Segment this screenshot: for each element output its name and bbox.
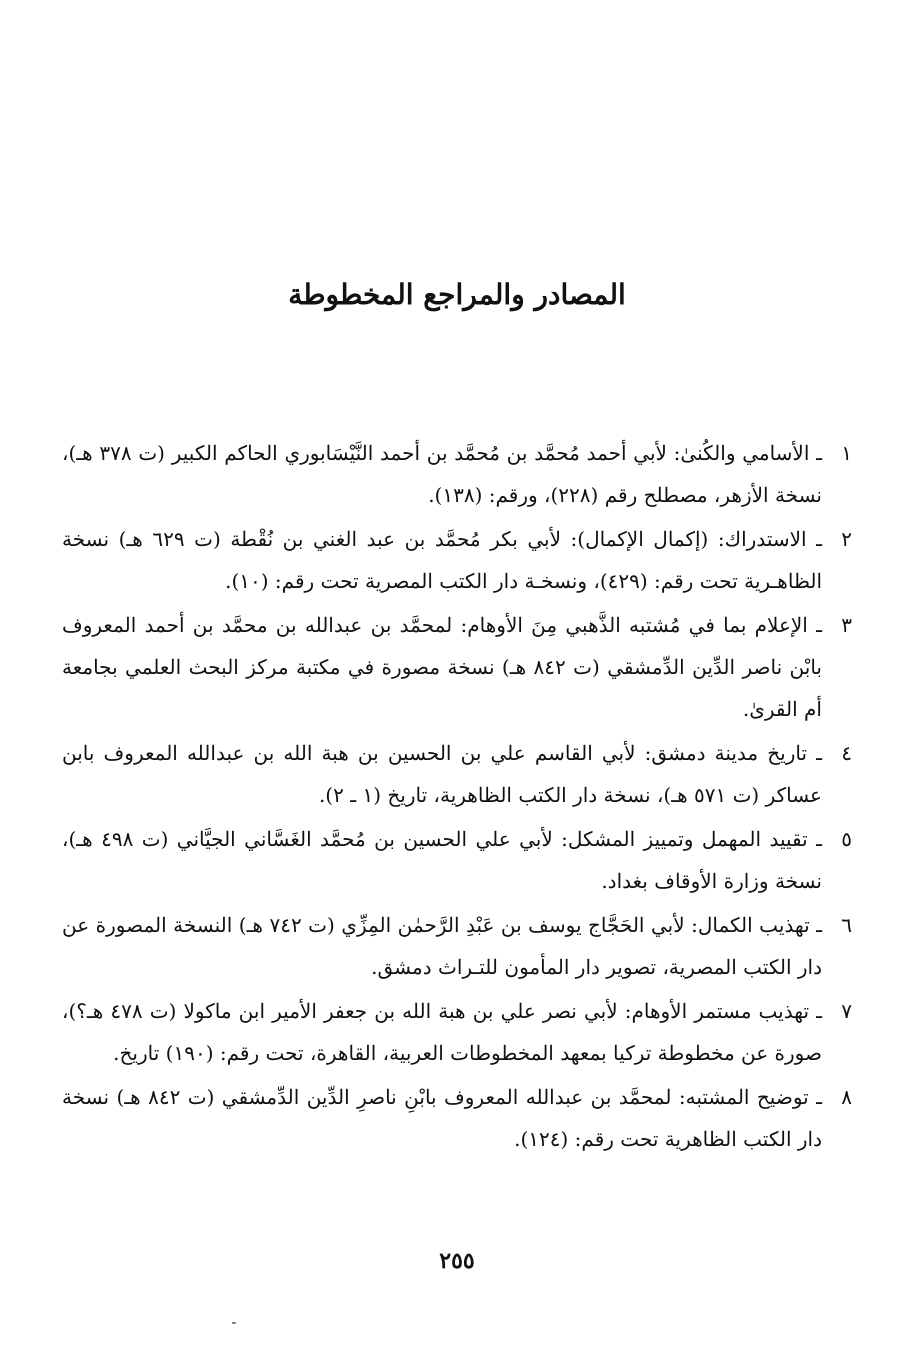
entry-text: ـ تاريخ مدينة دمشق: لأبي القاسم علي بن الحسين بن هبة الله بن عبدالله المعروف بابن عساكر (ت ٥٧١ هـ)، نسخة دار الكتب الظاهرية، تاريخ (١ ـ ٢). [62, 741, 822, 807]
entry-text: ـ توضيح المشتبه: لمحمَّد بن عبدالله المعروف بابْنِ ناصرِ الدِّين الدِّمشقي (ت ٨٤٢ هـ) نسخة دار الكتب الظاهرية تحت رقم: (١٢٤). [62, 1085, 822, 1151]
reference-entry [62, 1076, 852, 1160]
reference-entry [62, 732, 852, 816]
reference-entry [62, 990, 852, 1074]
reference-entry [62, 518, 852, 602]
page-title: المصادر والمراجع المخطوطة [288, 278, 626, 311]
entry-text: ـ الإعلام بما في مُشتبه الذَّهبي مِنَ الأوهام: لمحمَّد بن عبدالله بن محمَّد بن أحمد المعروف بابْن ناصر الدِّين الدِّمشقي (ت ٨٤٢ هـ) نسخة مصورة في مكتبة مركز البحث العلمي بجامعة أم القرىٰ. [62, 613, 822, 721]
entry-text: ـ الأسامي والكُنىٰ: لأبي أحمد مُحمَّد بن مُحمَّد بن أحمد النَّيْسَابوري الحاكم الكبير (ت ٣٧٨ هـ)، نسخة الأزهر، مصطلح رقم (٢٢٨)، ورقم: (١٣٨). [62, 441, 822, 507]
entry-text: ـ تهذيب مستمر الأوهام: لأبي نصر علي بن هبة الله بن جعفر الأمير ابن ماكولا (ت ٤٧٨ هـ؟)، صورة عن مخطوطة تركيا بمعهد المخطوطات العربية، القاهرة، تحت رقم: (١٩٠) تاريخ. [62, 999, 822, 1065]
entry-number: ٣ [841, 613, 852, 637]
reference-entry [62, 432, 852, 516]
entry-number: ٦ [841, 913, 852, 937]
entry-number: ١ [841, 441, 852, 465]
entry-number: ٢ [841, 527, 852, 551]
entry-number: ٤ [841, 741, 852, 765]
page-number: ٢٥٥ [439, 1248, 475, 1274]
scan-speck [232, 1322, 236, 1324]
references-list [62, 432, 852, 1162]
entry-number: ٨ [841, 1085, 852, 1109]
entry-text: ـ الاستدراك: (إكمال الإكمال): لأبي بكر مُحمَّد بن عبد الغني بن نُقْطة (ت ٦٢٩ هـ) نسخة الظاهـرية تحت رقم: (٤٢٩)، ونسخـة دار الكتب المصرية تحت رقم: (١٠). [62, 527, 823, 593]
entry-number: ٥ [841, 827, 852, 851]
entry-number: ٧ [841, 999, 852, 1023]
entry-text: ـ تقييد المهمل وتمييز المشكل: لأبي علي الحسين بن مُحمَّد الغَسَّاني الجيَّاني (ت ٤٩٨ هـ)، نسخة وزارة الأوقاف بغداد. [62, 827, 822, 893]
reference-entry [62, 818, 852, 902]
reference-entry [62, 604, 852, 730]
reference-entry [62, 904, 852, 988]
entry-text: ـ تهذيب الكمال: لأبي الحَجَّاج يوسف بن عَبْدِ الرَّحمٰن المِزِّي (ت ٧٤٢ هـ) النسخة المصورة عن دار الكتب المصرية، تصوير دار المأمون للتـراث دمشق. [62, 913, 823, 979]
